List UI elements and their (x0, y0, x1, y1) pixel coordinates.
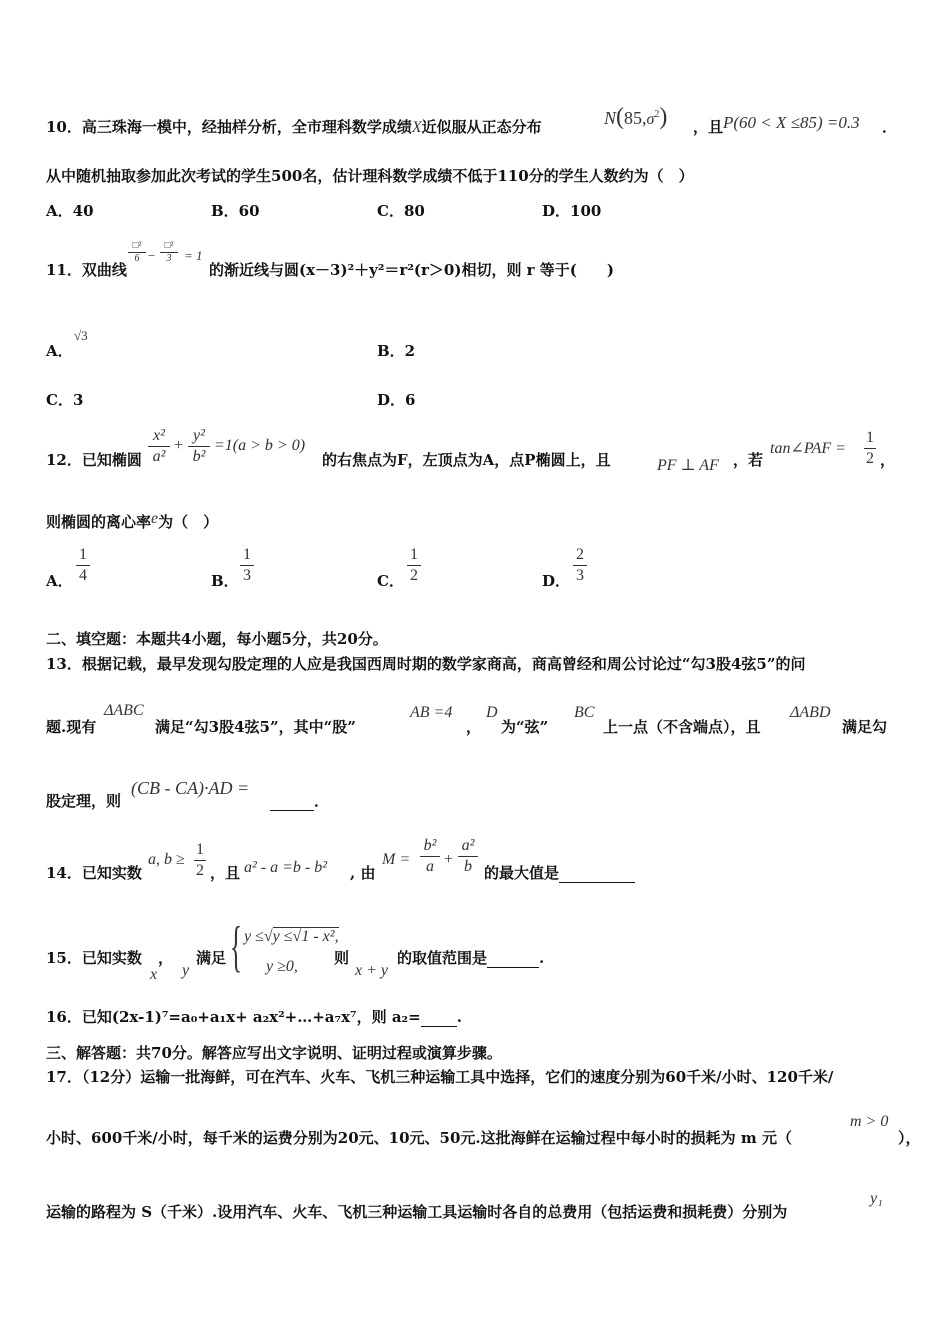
q16-line: 16．已知(2x-1)⁷=a₀+a₁x+ a₂x²+…+a₇x⁷，则 a₂= . (46, 1008, 462, 1026)
q10-var-x: X (411, 119, 422, 136)
q12-option-d-frac: 2 3 (573, 545, 587, 586)
q15-xy: x + y (355, 962, 388, 979)
q11-prefix: 11．双曲线 (46, 261, 127, 279)
q10-option-c: C．80 (377, 202, 425, 220)
q11-suffix: 的渐近线与圆(x－3)²＋y²＝r²(r＞0)相切，则 r 等于( ) (209, 261, 614, 279)
q13-l2-a: 题.现有 (46, 718, 97, 736)
q15-suffix: 的取值范围是 . (397, 949, 545, 967)
q14-answer-blank[interactable] (559, 864, 635, 883)
q11-hyperbola-frac2: □² 3 (160, 240, 178, 265)
q12-option-d: D． (542, 572, 571, 590)
q11-hyperbola-frac1: □² 6 (128, 240, 146, 265)
q15-comma: ， (158, 949, 174, 967)
section2-heading: 二、填空题：本题共4小题，每小题5分，共20分。 (46, 630, 388, 648)
q17-m0: m > 0 (850, 1113, 889, 1130)
q17-line2b: ）， (898, 1129, 921, 1147)
q17-line1: 17．（12分）运输一批海鲜，可在汽车、火车、飞机三种运输工具中选择，它们的速度分别为60千米/小时、120千米/ (46, 1068, 834, 1086)
q13-abc: ΔABC (104, 702, 144, 719)
q17-y1: y₁ (870, 1190, 883, 1207)
q13-bc: BC (574, 704, 595, 721)
q15-brace: { (230, 916, 243, 978)
q11-option-a-label: A． (46, 342, 73, 360)
section3-heading: 三、解答题：共70分。解答应写出文字说明、证明过程或演算步骤。 (46, 1044, 502, 1062)
q12-tan: tan∠PAF = (770, 440, 846, 457)
q13-line1: 13．根据记载，最早发现勾股定理的人应是我国西周时期的数学家商高，商高曾经和周公讨论过“勾3股4弦5”的问 (46, 655, 806, 673)
q13-abd: ΔABD (790, 704, 831, 721)
q13-d: D (486, 704, 498, 721)
q15-y: y (182, 962, 190, 979)
q11-option-b: B．2 (377, 342, 416, 360)
q12-option-a: A． (46, 572, 73, 590)
q12-e: e (151, 510, 159, 527)
q12-ellipse-frac-x: x² a² (148, 426, 170, 467)
q12-option-c-frac: 1 2 (407, 545, 421, 586)
q10-line1 (46, 116, 542, 137)
q12-ellipse-frac-y: y² b² (188, 426, 210, 467)
q11-option-c: C．3 (46, 391, 84, 409)
q10-period: ． (882, 118, 898, 136)
q13-answer-blank[interactable]: ． (270, 790, 329, 811)
q10-line2: 从中随机抽取参加此次考试的学生500名，估计理科数学成绩不低于110分的学生人数约为（ ） (46, 167, 694, 185)
q13-l2-d: 为“弦” (501, 718, 549, 736)
q13-l2-b: 满足“勾3股4弦5”，其中“股” (155, 718, 356, 736)
q12-condition: =1(a > b > 0) (214, 437, 306, 454)
q13-l2-e: 上一点（不含端点），且 (603, 718, 761, 736)
q15-then: 则 (334, 949, 350, 967)
q10-text-b: 近似服从正态分布 (421, 118, 542, 136)
q10-option-a: A．40 (46, 202, 94, 220)
q15-answer-blank[interactable] (487, 949, 539, 968)
q15-prefix: 15．已知实数 (46, 949, 142, 967)
q10-normal-dist: $N(85,\sigma^2)$ (604, 104, 668, 130)
q11-option-a-math: √3 (74, 328, 88, 343)
q12-plus: + (174, 437, 184, 454)
q14-m: M = (382, 851, 411, 868)
q12-perp: PF ⊥ AF (657, 457, 719, 474)
q11-eq1: = 1 (184, 248, 203, 263)
q10-prob: P(60 < X ≤85) =0.3 (723, 113, 860, 132)
q12-mid: 的右焦点为F，左顶点为A，点P椭圆上，且 (322, 451, 611, 469)
q16-answer-blank[interactable] (421, 1008, 457, 1027)
q10-text-a: 10．高三珠海一模中，经抽样分析，全市理科数学成绩 (46, 118, 412, 136)
q12-prefix: 12．已知椭圆 (46, 451, 142, 469)
q12-option-a-frac: 1 4 (76, 545, 90, 586)
q12-ruo: ，若 (733, 451, 764, 469)
q12-option-c: C． (377, 572, 404, 590)
q12-line2: 则椭圆的离心率e为（ ） (46, 510, 219, 531)
q10-comma-and: ，且 (693, 118, 724, 136)
q11-option-d: D．6 (377, 391, 416, 409)
q14-suffix: 的最大值是 (484, 862, 635, 883)
q14-prefix: 14．已知实数 (46, 864, 142, 882)
q14-frac2: a² b (458, 836, 478, 877)
q15-satisfy: 满足 (196, 949, 227, 967)
q14-ab: a, b ≥ (148, 851, 185, 868)
q15-x: x (150, 966, 158, 983)
q15-cond2: y ≥0, (266, 958, 298, 975)
q14-cond: a² - a =b - b² (244, 859, 328, 876)
q10-option-d: D．100 (542, 202, 602, 220)
q13-l2-c: ， (466, 718, 482, 736)
q12-tail: ， (880, 451, 896, 469)
q13-l3-a: 股定理，则 (46, 792, 122, 810)
q14-mid: ，且 (210, 864, 241, 882)
q10-option-b: B．60 (211, 202, 260, 220)
q14-you: , 由 (350, 864, 376, 882)
q14-half-frac: 1 2 (196, 841, 204, 879)
q17-line2a: 小时、600千米/小时，每千米的运费分别为20元、10元、50元.这批海鲜在运输过程中每小时的损耗为 m 元（ (46, 1129, 792, 1147)
q14-plus: + (444, 851, 454, 868)
q13-ab4: AB =4 (410, 704, 453, 721)
q12-tan-frac: 1 2 (866, 429, 874, 467)
q13-l2-f: 满足勾 (842, 718, 888, 736)
q12-option-b-frac: 1 3 (240, 545, 254, 586)
q12-option-b: B． (211, 572, 239, 590)
q15-cond1: y ≤√y ≤√1 - x², (244, 928, 339, 945)
q11-minus: − (148, 248, 156, 263)
q13-expr: (CB - CA)·AD = (131, 778, 250, 798)
q14-frac1: b² a (420, 836, 440, 877)
q17-line3: 运输的路程为 S（千米）.设用汽车、火车、飞机三种运输工具运输时各自的总费用（包括运费和损耗费）分别为 (46, 1203, 788, 1221)
